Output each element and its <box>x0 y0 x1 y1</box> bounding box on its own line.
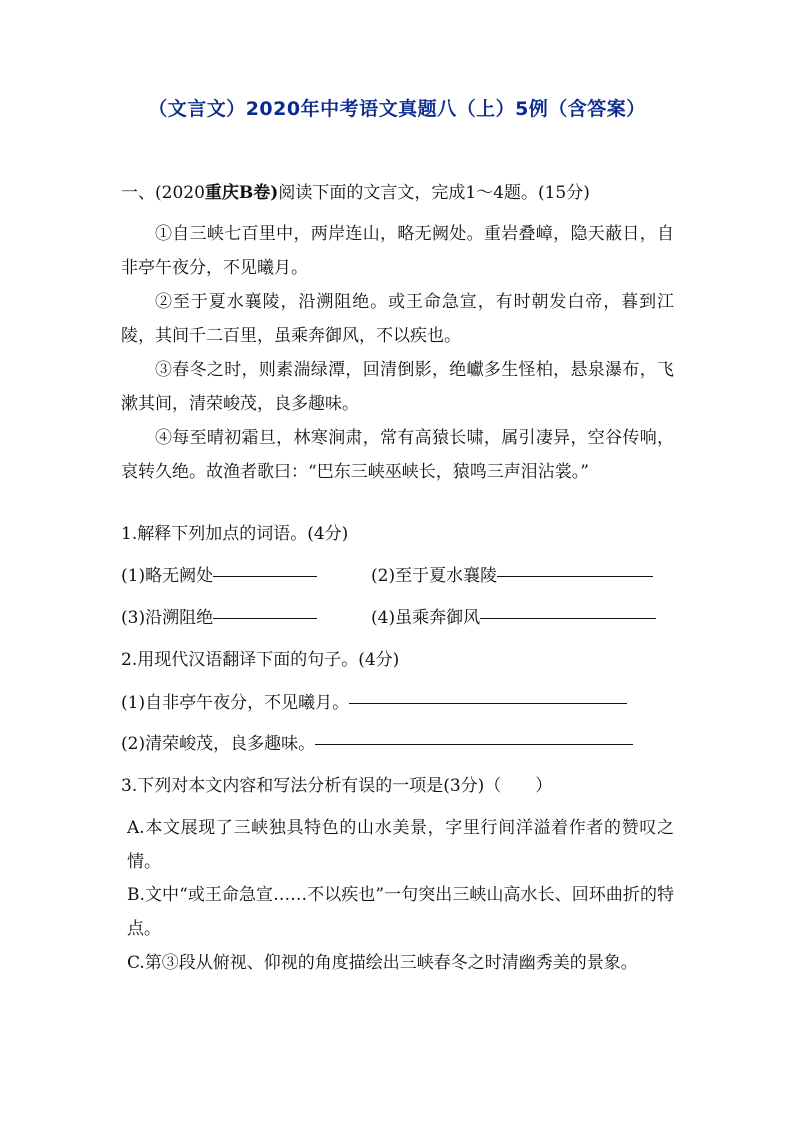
document-title: （文言文）2020年中考语文真题八（上）5例（含答案） <box>148 98 646 120</box>
question-1-row-1 <box>121 559 317 593</box>
question-1-stem: 1.解释下列加点的词语。(4分) <box>121 524 349 544</box>
passage-paragraph-1: ①自三峡七百里中，两岸连山，略无阙处。重岩叠嶂，隐天蔽日，自非亭午夜分，不见曦月。 <box>121 224 674 278</box>
answer-blank[interactable] <box>213 575 317 577</box>
question-2-row-2 <box>121 727 633 761</box>
passage-paragraph-4: ④每至晴初霜旦，林寒涧肃，常有高猿长啸，属引凄异，空谷传响，哀转久绝。故渔者歌曰：“巴东三峡巫峡长，猿鸣三声泪沾裳。” <box>121 428 674 482</box>
question-3-option-b: B.文中“或王命急宣……不以疾也”一句突出三峡山高水长、回环曲折的特点。 <box>127 885 674 939</box>
question-1-item-1: (1)略无阙处 <box>121 566 214 586</box>
question-3-stem: 3.下列对本文内容和写法分析有误的一项是(3分)（ ） <box>121 776 553 796</box>
question-2-item-2: (2)清荣峻茂，良多趣味。 <box>121 734 316 754</box>
section-source: 重庆B卷) <box>204 183 279 203</box>
passage-paragraph-2: ②至于夏水襄陵，沿溯阻绝。或王命急宣，有时朝发白帝，暮到江陵，其间千二百里，虽乘奔御风，不以疾也。 <box>121 292 674 346</box>
question-1-item-4: (4)虽乘奔御风 <box>371 608 481 628</box>
question-2-row-1 <box>121 686 627 720</box>
answer-blank[interactable] <box>315 743 633 745</box>
answer-blank[interactable] <box>497 575 653 577</box>
question-1-item-3: (3)沿溯阻绝 <box>121 608 214 628</box>
question-2-stem: 2.用现代汉语翻译下面的句子。(4分) <box>121 650 400 670</box>
question-1-row-1b <box>371 559 653 593</box>
question-1-item-2: (2)至于夏水襄陵 <box>371 566 498 586</box>
section-source-open: (2020 <box>155 183 205 203</box>
answer-blank[interactable] <box>349 702 627 704</box>
question-2-item-1: (1)自非亭午夜分，不见曦月。 <box>121 693 350 713</box>
answer-blank[interactable] <box>480 617 656 619</box>
passage-paragraph-3: ③春冬之时，则素湍绿潭，回清倒影，绝巘多生怪柏，悬泉瀑布，飞漱其间，清荣峻茂，良多趣味。 <box>121 360 674 414</box>
section-prefix: 一、 <box>121 183 155 203</box>
section-instruction: 阅读下面的文言文，完成1～4题。(15分) <box>278 183 590 203</box>
section-heading <box>121 176 590 210</box>
question-1-row-2b <box>371 601 656 635</box>
question-3-option-a: A.本文展现了三峡独具特色的山水美景，字里行间洋溢着作者的赞叹之情。 <box>127 818 674 872</box>
question-3-option-c: C.第③段从俯视、仰视的角度描绘出三峡春冬之时清幽秀美的景象。 <box>127 953 638 973</box>
question-1-row-2 <box>121 601 317 635</box>
answer-blank[interactable] <box>213 617 317 619</box>
